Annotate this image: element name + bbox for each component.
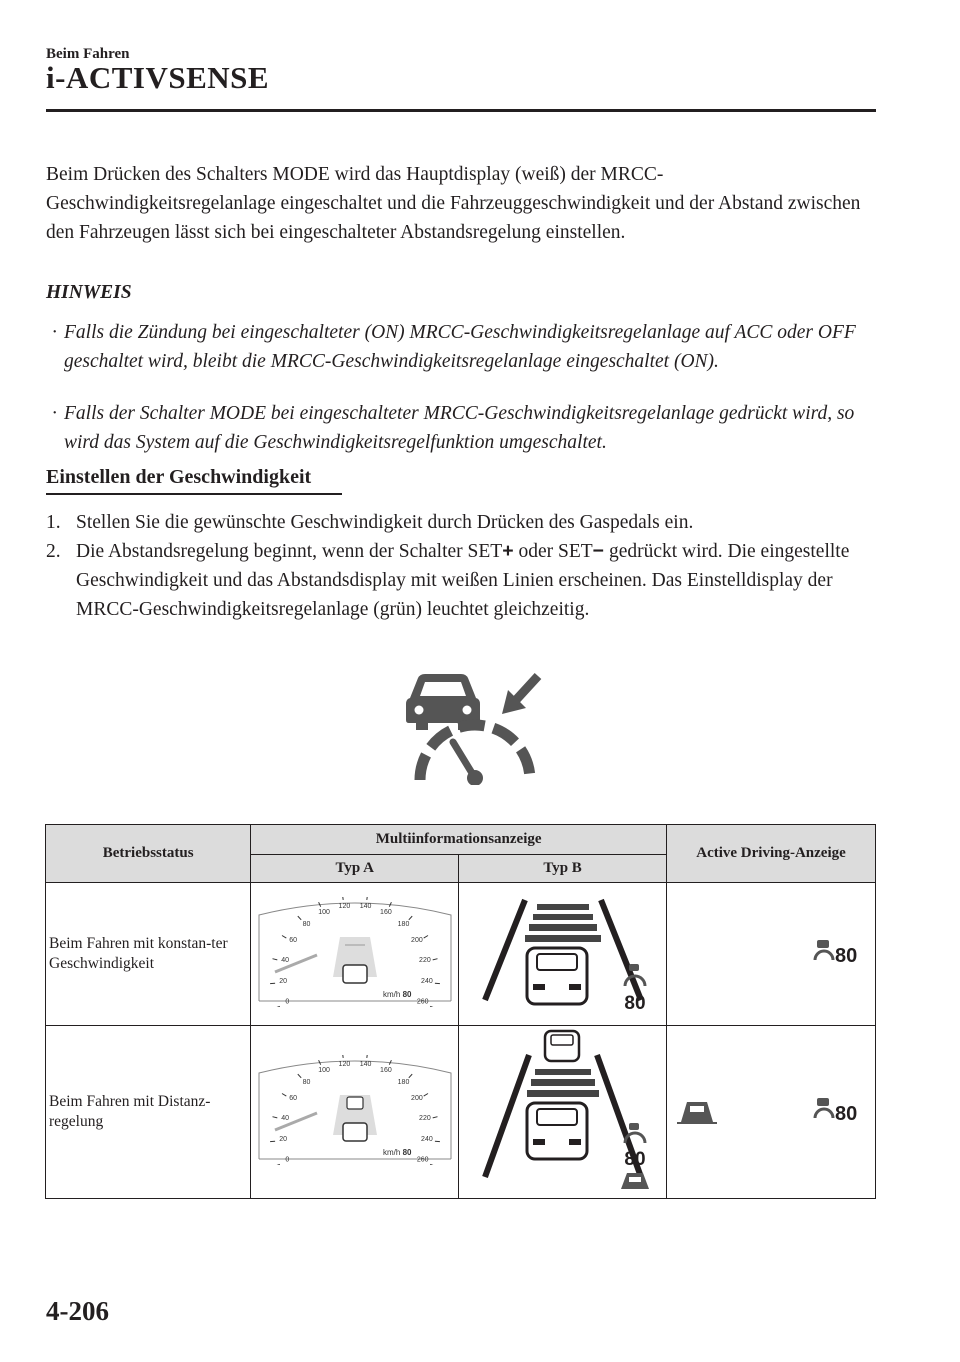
gauge-tick-label: 40 [280,1114,289,1122]
gauge-tick-label: 200 [410,1094,423,1102]
gauge-tick-label: 180 [397,920,410,928]
lead-car-icon [545,1031,579,1061]
gauge-tick-label: 0 [285,1156,289,1164]
gauge-tick-label: 100 [317,908,330,916]
bullet: · [52,403,57,424]
table-row [46,1026,876,1199]
distance-car-icon [677,1102,717,1123]
header-rule [46,109,876,112]
table-row [46,883,876,1026]
gauge-tick-mark [432,1116,437,1117]
gauge-tick-label: 60 [288,936,297,944]
gauge-tick-mark [432,958,437,959]
gauge-tick-label: 80 [302,1078,311,1086]
speedometer-display [255,1055,455,1165]
gauge-tick-label: 80 [302,920,311,928]
hinweis-item [46,399,876,457]
gauge-tick-label: 60 [288,1094,297,1102]
set-speed-value: 80 [835,944,858,967]
gauge-tick-mark [282,935,286,938]
gauge-tick-label: 40 [280,956,289,964]
set-speed-value: 80 [624,992,646,1012]
step-item [46,537,876,624]
intro-paragraph: Beim Drücken des Schalters MODE wird das Hauptdisplay (weiß) der MRCC-Geschwindigkeitsregelanlage eingeschaltet und die Fahrzeuggeschwindigkeit und der Abstand zwischen den Fahrzeugen lässt sich bei eingeschalteter Abstandsregelung einstellen. [46,164,861,243]
gauge-tick-mark [367,1055,368,1058]
gauge-tick-label: 220 [418,1114,431,1122]
hinweis-text: Falls die Zündung bei eingeschalteter (ON) MRCC-Geschwindigkeitsregelanlage auf ACC oder OFF geschaltet wird, bleibt die MRCC-Geschwindigkeitsregelanlage eingeschaltet (ON). [64,322,856,372]
gauge-tick-mark [430,1006,435,1007]
car-icon [527,1103,587,1159]
distance-display [463,1027,663,1192]
gauge-tick-label: 20 [278,977,287,985]
gauge-tick-mark [275,1164,280,1165]
step-text-part: gedrückt wird. Die eingestellte Geschwindigkeit und das Abstandsdisplay mit weißen Linien erscheinen. Das Einstelldisplay der MRCC-Geschwindigkeitsregelanlage (grün) leuchtet gleichzeitig. [76,541,850,620]
gauge-tick-mark [298,1074,301,1078]
subheading-underline [46,493,342,495]
set-speed-value: 80 [835,1102,858,1125]
gauge-tick-mark [409,916,412,920]
hinweis-text: Falls der Schalter MODE bei eingeschalteter MRCC-Geschwindigkeitsregelanlage gedrückt wird, so wird das System auf die Geschwindigkeitsregelfunktion umgeschaltet. [64,403,855,453]
distance-car-icon [621,1173,649,1189]
gauge-tick-mark [423,1093,427,1096]
hinweis-item [46,318,876,376]
gauge-tick-label: 220 [418,956,431,964]
mrcc-mini-icon [815,1098,833,1118]
col-header-multi: Multiinformationsanzeige [251,825,667,855]
gauge-tick-label: 120 [338,902,350,910]
step-text [76,537,876,624]
set-speed-value: 80 [624,1149,646,1170]
gauge-tick-mark [275,1006,280,1007]
typ-a-cell [251,1026,459,1199]
section-title: Beim Fahren [46,46,130,62]
distance-display [463,892,663,1012]
gauge-tick-mark [423,935,427,938]
col-header-typ-b: Typ B [459,855,667,883]
car-icon [343,1123,367,1141]
gauge-tick-label: 240 [420,977,433,985]
active-driving-display [667,932,873,972]
minus-symbol: − [592,540,605,562]
col-header-status: Betriebsstatus [46,825,251,883]
gauge-tick-label: 180 [397,1078,410,1086]
lead-car-icon [347,1097,363,1109]
gauge-tick-label: 260 [416,1156,429,1164]
gauge-tick-label: 20 [278,1135,287,1143]
plus-symbol: + [502,540,514,562]
gauge-tick-mark [272,958,277,959]
step-text-part: oder SET [513,541,593,562]
hinweis-title: HINWEIS [46,282,132,303]
step-text-part: Die Abstandsregelung beginnt, wenn der Schalter SET [76,541,503,562]
gauge-tick-mark [430,1164,435,1165]
typ-b-cell [459,1026,667,1199]
step-number: 2. [46,541,61,562]
row-label: Beim Fahren mit Distanz-regelung [46,1026,251,1199]
active-cell [667,1026,876,1199]
gauge-tick-label: 140 [359,1060,372,1068]
mrcc-set-indicator-icon [398,670,543,785]
step-item [46,508,876,537]
gauge-tick-label: 260 [416,998,429,1006]
car-icon [343,965,367,983]
gauge-tick-mark [342,1055,343,1058]
gauge-tick-mark [298,916,301,920]
page-number: 4-206 [46,1296,109,1326]
gauge-tick-label: 140 [359,902,372,910]
gauge-tick-label: 200 [410,936,423,944]
gauge-tick-mark [282,1093,286,1096]
speed-readout: km/h 80 [382,1147,412,1157]
gauge-tick-label: 160 [379,1066,392,1074]
status-table [45,824,876,1199]
active-cell [667,883,876,1026]
bullet: · [52,322,57,343]
col-header-typ-a: Typ A [251,855,459,883]
step-text: Stellen Sie die gewünschte Geschwindigkeit durch Drücken des Gaspedals ein. [76,512,694,533]
car-icon [527,948,587,1004]
gauge-tick-mark [409,1074,412,1078]
gauge-tick-label: 240 [420,1135,433,1143]
step-number: 1. [46,512,61,533]
typ-a-cell [251,883,459,1026]
gauge-tick-mark [367,897,368,900]
gauge-tick-label: 120 [338,1060,350,1068]
gauge-tick-label: 100 [317,1066,330,1074]
chapter-title: i-ACTIVSENSE [46,60,270,95]
typ-b-cell [459,883,667,1026]
subheading: Einstellen der Geschwindigkeit [46,466,312,488]
col-header-active: Active Driving-Anzeige [667,825,876,883]
speedometer-display [255,897,455,1007]
gauge-tick-mark [272,1116,277,1117]
gauge-tick-label: 160 [379,908,392,916]
gauge-tick-label: 0 [285,998,289,1006]
row-label: Beim Fahren mit konstan-ter Geschwindigkeit [46,883,251,1026]
mrcc-mini-icon [815,940,833,960]
active-driving-display [667,1090,873,1130]
speed-readout: km/h 80 [382,989,412,999]
gauge-tick-mark [342,897,343,900]
